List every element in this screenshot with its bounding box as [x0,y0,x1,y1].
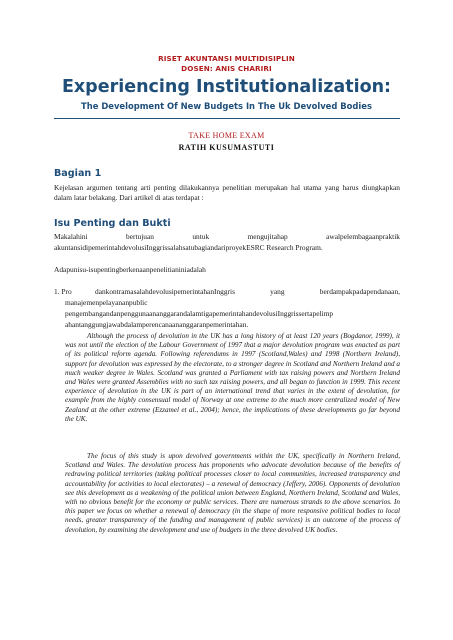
word: awalpelembagaanpraktik [326,232,400,241]
list-number: 1. Pro [54,287,72,296]
word: mengujitahap [247,232,288,241]
paper-subtitle: The Development Of New Budgets In The Uk Devolved Bodies [81,101,372,111]
issues-intro: Adapunisu-isupentingberkenaanpenelitianiniadalah [54,265,206,274]
word: untuk [192,232,210,241]
section-2-line-1 [54,232,400,241]
quote-paragraph-2: The focus of this study is upon devolved governments within the UK, specifically in Northern Ireland, Scotland and Wales. The devolution process has proponents who advocate devolution because of the benefits of redrawing political territories (taking political processes closer to local communities, increased transparency and accountability for activities to local electorates) – a renewal of democracy (Jeffery, 2006). Opponents of devolution see this development as a weakening of the political union between England, Northern Ireland, Scotland and Wales, with no obvious benefit for the economy or public services. There are numerous strands to the above scenarios. In this paper we focus on whether a renewal of democracy (in the shape of more responsive political bodies to local needs, greater transparency of the funding and management of public services) is an outcome of the process of devolution, by examining the development and use of budgets in the three devolved UK bodies. [65,452,400,534]
word: bertujuan [126,232,154,241]
quote-paragraph-1: Although the process of devolution in the UK has a long history of at least 120 years (Bogdanor, 1999), it was not until the election of the Labour Government of 1997 that a major devolution program was enacted as part of its political reform agenda. Following referendums in 1997 (Scotland,Wales) and 1998 (Northern Ireland), support for devolution was expressed by the electorate, to a stronger degree in Scotland and Northern Ireland and a much weaker degree in Wales. Scotland was granted a Parliament with tax raising powers and Northern Ireland and Wales were granted Assemblies with no such tax raising powers, and all began to function in 1999. This recent experience of devolution in the UK is part of an international trend that varies in the extent of devolution, for example from the highly consensual model of Norway at one extreme to the much more centralized model of New Zealand at the other extreme (Ezzamel et al., 2004); hence, the implications of these developments go far beyond the UK. [65,332,400,423]
section-2-line-2: akuntansidipemerintahdevolusiInggrissalahsatubagiandariproyekESRC Research Program. [54,243,323,252]
list-item-line-4: ahantanggungjawabdalamperencanaananggaranpemerintahan. [65,320,249,329]
section-heading-bagian-1: Bagian 1 [54,168,102,179]
course-title: RISET AKUNTANSI MULTIDISIPLIN [158,54,295,63]
list-item-line-1: dankontramasalahdevolusipemerintahanInggris yang berdampakpadapendanaan, [95,287,400,296]
title-divider [54,118,400,119]
lecturer-line: DOSEN: ANIS CHARIRI [181,64,272,73]
exam-label: TAKE HOME EXAM [188,131,265,140]
section-heading-isu-penting: Isu Penting dan Bukti [54,218,171,229]
section-1-paragraph: Kejelasan argumen tentang arti penting dilakukannya penelitian merupakan hal utama yang harus diungkapkan dalam latar belakang. Dari artikel di atas terdapat : [54,183,400,202]
list-item-line-2: manajemenpelayananpublic [65,298,148,307]
paper-title: Experiencing Institutionalization: [61,77,392,97]
author-name: RATIH KUSUMASTUTI [178,143,275,152]
list-item-line-3: pengembangandanpenggunaananggarandalamtigapemerintahandevolusiInggrissertapelimp [65,309,334,318]
word: Makalahini [54,232,88,241]
